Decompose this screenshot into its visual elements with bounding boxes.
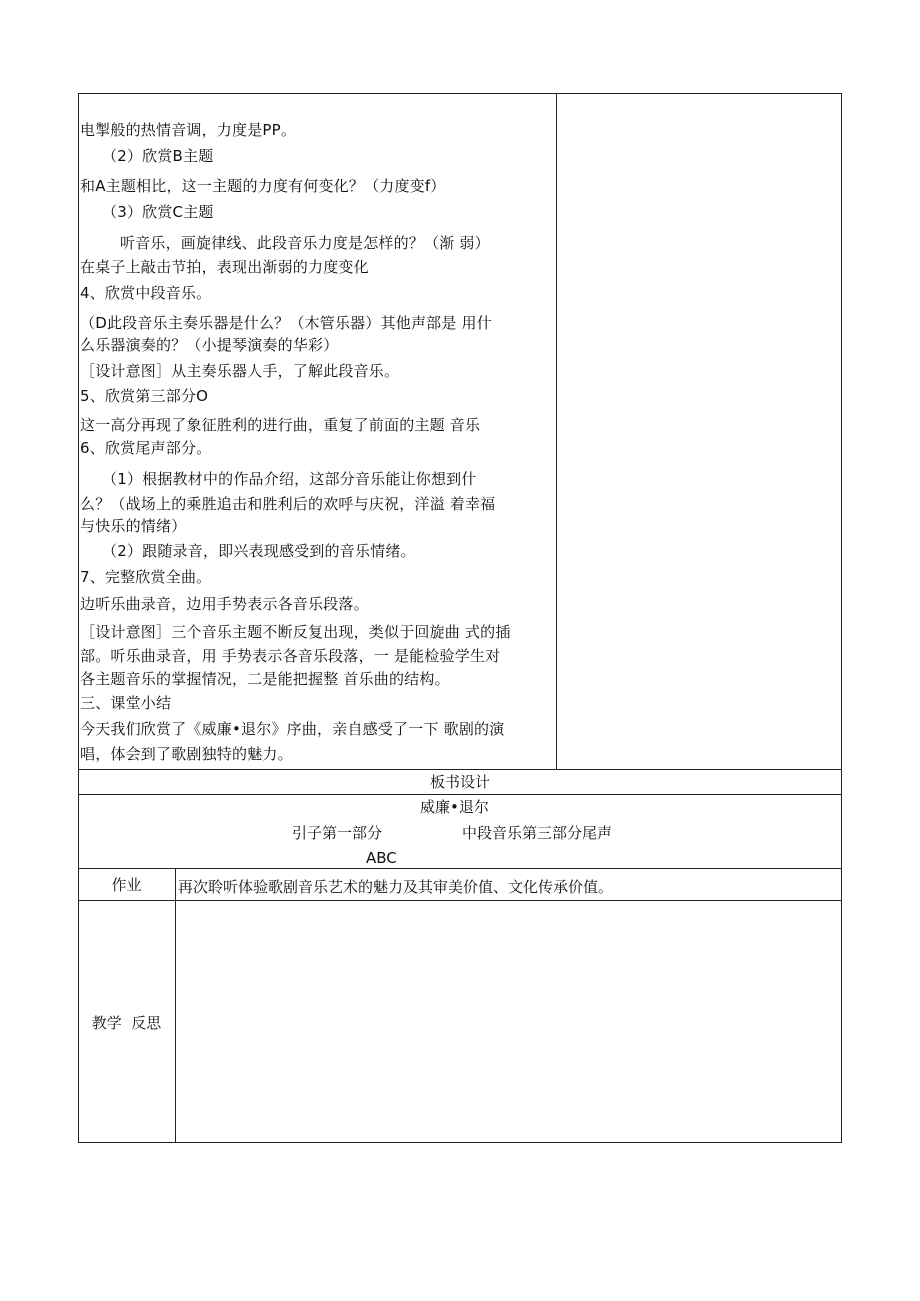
- lesson-line: 么？（战场上的乘胜追击和胜利后的欢呼与庆祝，洋溢 着幸福: [80, 495, 496, 513]
- lesson-line: ［设计意图］从主奏乐器人手，了解此段音乐。: [80, 362, 400, 380]
- homework-text: 再次聆听体验歌剧音乐艺术的魅力及其审美价值、文化传承价值。: [178, 878, 614, 896]
- lesson-line: 7、完整欣赏全曲。: [80, 568, 212, 586]
- lesson-line: ［设计意图］三个音乐主题不断反复出现，类似于回旋曲 式的插: [80, 623, 511, 641]
- lesson-line: 6、欣赏尾声部分。: [80, 439, 212, 457]
- board-sections-left: 引子第一部分: [292, 824, 383, 842]
- lesson-line: 听音乐，画旋律线、此段音乐力度是怎样的？（渐 弱）: [120, 234, 490, 252]
- lesson-line: （3）欣赏C主题: [102, 203, 214, 221]
- board-design-header: 板书设计: [429, 773, 490, 791]
- lesson-line: 今天我们欣赏了《威廉•退尔》序曲，亲自感受了一下 歌剧的演: [80, 720, 505, 738]
- lesson-line: （D此段音乐主奏乐器是什么？（木管乐器）其他声部是 用什: [80, 314, 492, 332]
- lesson-line: 这一高分再现了象征胜利的进行曲，重复了前面的主题 音乐: [80, 416, 481, 434]
- table-border-bottom: [78, 1142, 842, 1143]
- lesson-line: （2）欣赏B主题: [102, 147, 214, 165]
- table-column-divider: [556, 93, 557, 770]
- table-border-reflection-top: [78, 900, 842, 901]
- lesson-line: 在桌子上敲击节拍，表现出渐弱的力度变化: [80, 258, 369, 276]
- table-border-top: [78, 93, 842, 94]
- table-border-board-header-bottom: [78, 794, 842, 795]
- homework-label: 作业: [111, 876, 142, 894]
- lesson-line: 边听乐曲录音，边用手势表示各音乐段落。: [80, 595, 369, 613]
- board-design-title: 威廉•退尔: [420, 798, 489, 816]
- table-border-left: [78, 93, 79, 1143]
- lesson-line: （1）根据教材中的作品介绍，这部分音乐能让你想到什: [102, 470, 477, 488]
- lesson-line: 三、课堂小结: [80, 694, 172, 712]
- lesson-line: 与快乐的情绪）: [80, 517, 187, 535]
- reflection-label: 教学 反思: [91, 1014, 162, 1032]
- lesson-line: （2）跟随录音，即兴表现感受到的音乐情绪。: [102, 542, 416, 560]
- table-border-homework-top: [78, 868, 842, 869]
- table-label-divider: [175, 868, 176, 1143]
- lesson-line: 5、欣赏第三部分O: [80, 387, 209, 405]
- lesson-line: 各主题音乐的掌握情况，二是能把握整 首乐曲的结构。: [80, 670, 450, 688]
- table-border-board-header-top: [78, 769, 842, 770]
- reflection-text[interactable]: [180, 906, 835, 1136]
- lesson-line: 部。听乐曲录音，用 手势表示各音乐段落，一 是能检验学生对: [80, 647, 501, 665]
- board-sections-right: 中段音乐第三部分尾声: [462, 824, 613, 842]
- lesson-line: 和A主题相比，这一主题的力度有何变化？（力度变f）: [80, 177, 446, 195]
- table-border-right: [841, 93, 842, 1143]
- lesson-line: 电掣般的热情音调，力度是PP。: [80, 121, 297, 139]
- lesson-line: 4、欣赏中段音乐。: [80, 284, 212, 302]
- board-letters: ABC: [366, 849, 397, 867]
- lesson-line: 么乐器演奏的？（小提琴演奏的华彩）: [80, 336, 339, 354]
- lesson-line: 唱，体会到了歌剧独特的魅力。: [80, 745, 293, 763]
